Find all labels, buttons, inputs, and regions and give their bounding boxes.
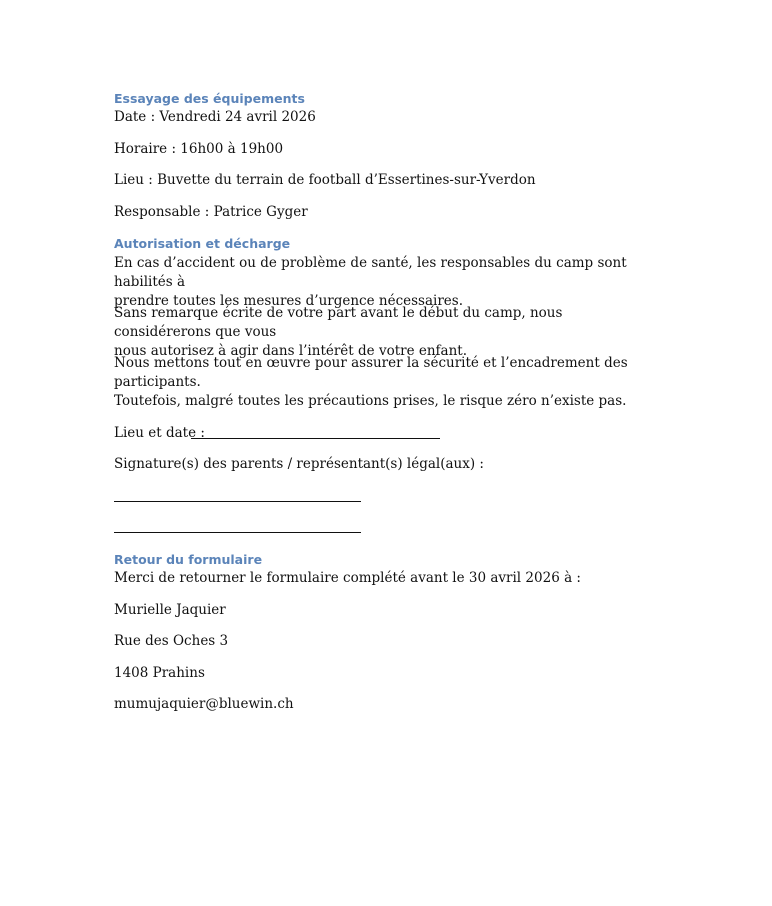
place-date-blank-line[interactable] — [191, 438, 440, 439]
authorization-paragraph-1 — [114, 254, 654, 311]
return-name: Murielle Jaquier — [114, 602, 226, 618]
equipment-time: Horaire : 16h00 à 19h00 — [114, 141, 284, 157]
return-email: mumujaquier@bluewin.ch — [114, 696, 294, 712]
authorization-p1-line1: En cas d’accident ou de problème de santé, les responsables du camp sont habilités à — [114, 255, 627, 290]
return-instruction: Merci de retourner le formulaire complété avant le 30 avril 2026 à : — [114, 570, 581, 586]
equipment-responsible: Responsable : Patrice Gyger — [114, 204, 308, 220]
authorization-p2-line1: Sans remarque écrite de votre part avant le début du camp, nous considérerons que vous — [114, 305, 563, 340]
return-street: Rue des Oches 3 — [114, 633, 229, 649]
authorization-p2-line2: nous autorisez à agir dans l’intérêt de votre enfant. — [114, 343, 467, 359]
equipment-place: Lieu : Buvette du terrain de football d’Essertines-sur-Yverdon — [114, 172, 536, 188]
authorization-paragraph-2 — [114, 304, 654, 361]
return-city: 1408 Prahins — [114, 665, 205, 681]
authorization-p3-line2: Toutefois, malgré toutes les précautions prises, le risque zéro n’existe pas. — [114, 393, 627, 409]
authorization-p3-line1: Nous mettons tout en œuvre pour assurer la sécurité et l’encadrement des participants. — [114, 355, 628, 390]
equipment-date: Date : Vendredi 24 avril 2026 — [114, 109, 316, 125]
authorization-p1-line2: prendre toutes les mesures d’urgence nécessaires. — [114, 293, 464, 309]
section-heading-return: Retour du formulaire — [114, 552, 263, 567]
signature-blank-line-1[interactable] — [114, 501, 361, 502]
authorization-paragraph-3 — [114, 354, 654, 411]
place-date-label: Lieu et date : — [114, 425, 205, 441]
signature-label: Signature(s) des parents / représentant(s) légal(aux) : — [114, 456, 484, 472]
section-heading-equipment: Essayage des équipements — [114, 91, 305, 106]
signature-blank-line-2[interactable] — [114, 532, 361, 533]
section-heading-authorization: Autorisation et décharge — [114, 236, 291, 251]
